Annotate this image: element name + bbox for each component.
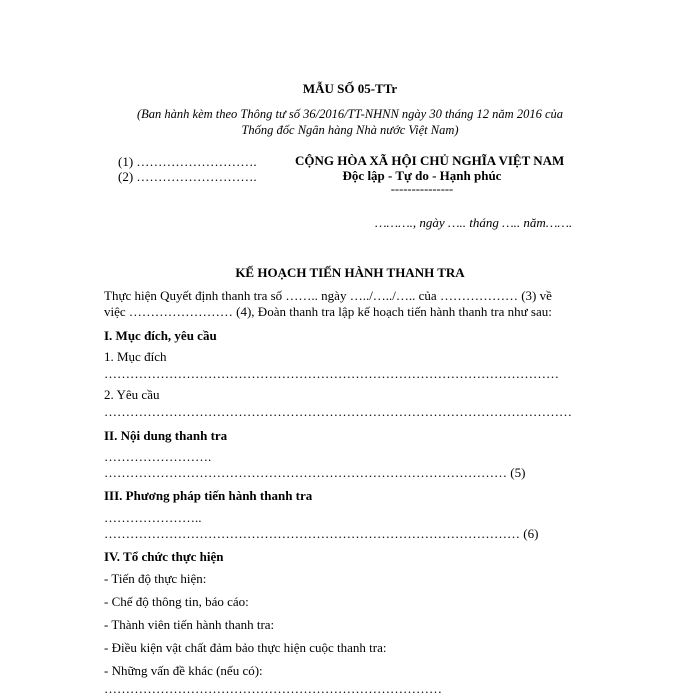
section-1-heading: I. Mục đích, yêu cầu: [104, 328, 217, 343]
section-4-item-other: - Những vấn đề khác (nếu có):: [104, 663, 263, 678]
section-2-heading: II. Nội dung thanh tra: [104, 428, 228, 443]
section-1-purpose-label: 1. Mục đích: [104, 349, 167, 364]
intro-line-2: việc …………………… (4), Đoàn thanh tra lập kế hoạch tiến hành thanh tra như sau:: [104, 304, 552, 319]
section-4-item-progress: - Tiến độ thực hiện:: [104, 571, 207, 586]
section-3-dots-2: …………………………………………………………………………………… (6): [104, 526, 539, 541]
section-4-item-reporting: - Chế độ thông tin, báo cáo:: [104, 594, 249, 609]
date-line: ………., ngày ….. tháng ….. năm…….: [375, 215, 573, 230]
document-title: KẾ HOẠCH TIẾN HÀNH THANH TRA: [235, 265, 465, 280]
country-name: CỘNG HÒA XÃ HỘI CHỦ NGHĨA VIỆT NAM: [295, 153, 565, 168]
section-3-dots-1: …………………..: [104, 510, 202, 525]
section-4-dots: ……………………………………………………………………: [104, 681, 442, 696]
section-1-purpose-dots: ……………………………………………………………………………………………: [104, 366, 559, 381]
motto: Độc lập - Tự do - Hạnh phúc: [342, 168, 502, 183]
motto-separator: ---------------: [390, 182, 454, 196]
agency-line-2: (2) ……………………….: [118, 169, 257, 184]
section-4-heading: IV. Tổ chức thực hiện: [104, 549, 224, 564]
section-2-dots-1: …………………….: [104, 449, 212, 464]
section-3-heading: III. Phương pháp tiến hành thanh tra: [104, 488, 313, 503]
section-4-item-members: - Thành viên tiến hành thanh tra:: [104, 617, 275, 632]
form-code: MẪU SỐ 05-TTr: [302, 81, 398, 96]
agency-line-1: (1) ……………………….: [118, 154, 257, 169]
section-4-item-conditions: - Điều kiện vật chất đảm bảo thực hiện cuộc thanh tra:: [104, 640, 387, 655]
section-1-requirement-dots: ………………………………………………………………………………………………: [104, 404, 572, 419]
issued-note-line1: (Ban hành kèm theo Thông tư số 36/2016/TT-NHNN ngày 30 tháng 12 năm 2016 của: [136, 107, 564, 121]
issued-note-line2: Thống đốc Ngân hàng Nhà nước Việt Nam): [241, 123, 459, 137]
section-2-dots-2: ………………………………………………………………………………… (5): [104, 465, 526, 480]
intro-line-1: Thực hiện Quyết định thanh tra số …….. ngày …../…../….. của ……………… (3) về: [104, 288, 552, 303]
section-1-requirement-label: 2. Yêu cầu: [104, 387, 160, 402]
